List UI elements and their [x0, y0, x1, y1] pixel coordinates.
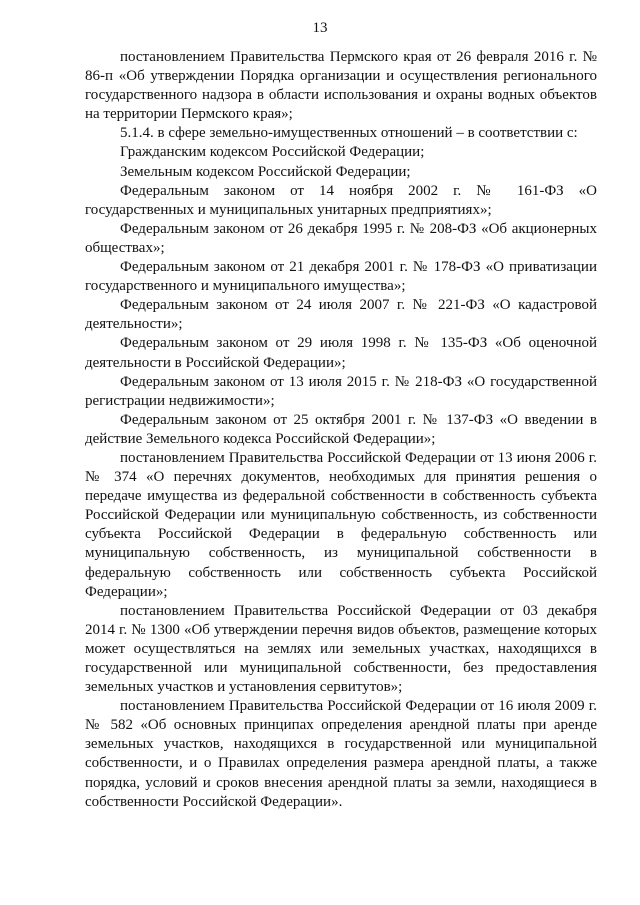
paragraph-law-221-fz: Федеральным законом от 24 июля 2007 г. № 221-ФЗ «О кадастровой деятельности»;	[85, 297, 597, 333]
paragraph-law-218-fz: Федеральным законом от 13 июля 2015 г. № 218-ФЗ «О государственной регистрации недвижимости»;	[85, 373, 597, 409]
page-number: 13	[312, 20, 328, 36]
paragraph-civil-code: Гражданским кодексом Российской Федерации;	[120, 144, 425, 161]
paragraph-resolution-374: постановлением Правительства Российской Федерации от 13 июня 2006 г. № 374 «О перечнях документов, необходимых для принятия решения о передаче имущества из федеральной собственности в собственность субъекта Российской Федерации или муниципальную собственность, из собственности субъекта Российской Федерации в федеральную собственность или муниципальную собственность, из муниципальной собственности в федеральную собственность или собственность субъекта Российской Федерации»;	[85, 449, 597, 600]
paragraph-land-property-section: 5.1.4. в сфере земельно-имущественных отношений – в соответствии с:	[120, 125, 578, 142]
paragraph-resolution-1300: постановлением Правительства Российской Федерации от 03 декабря 2014 г. № 1300 «Об утверждении перечня видов объектов, размещение которых может осуществляться на землях или земельных участках, находящихся в государственной или муниципальной собственности, без предоставления земельных участков и установления сервитутов»;	[85, 602, 597, 696]
paragraph-law-178-fz: Федеральным законом от 21 декабря 2001 г. № 178-ФЗ «О приватизации государственного и муниципального имущества»;	[85, 259, 597, 295]
document-body	[85, 48, 597, 812]
paragraph-perm-water-resolution: постановлением Правительства Пермского края от 26 февраля 2016 г. № 86-п «Об утверждении Порядка организации и осуществления регионального государственного надзора в области использования и охраны водных объектов на территории Пермского края»;	[85, 49, 597, 123]
paragraph-law-208-fz: Федеральным законом от 26 декабря 1995 г. № 208-ФЗ «Об акционерных обществах»;	[85, 220, 597, 256]
paragraph-land-code: Земельным кодексом Российской Федерации;	[120, 163, 411, 180]
paragraph-law-137-fz: Федеральным законом от 25 октября 2001 г. № 137-ФЗ «О введении в действие Земельного кодекса Российской Федерации»;	[85, 411, 597, 447]
paragraph-law-161-fz: Федеральным законом от 14 ноября 2002 г. № 161-ФЗ «О государственных и муниципальных унитарных предприятиях»;	[85, 182, 597, 218]
paragraph-law-135-fz: Федеральным законом от 29 июля 1998 г. № 135-ФЗ «Об оценочной деятельности в Российской Федерации»;	[85, 335, 597, 371]
paragraph-resolution-582: постановлением Правительства Российской Федерации от 16 июля 2009 г. № 582 «Об основных принципах определения арендной платы при аренде земельных участков, находящихся в государственной или муниципальной собственности, и о Правилах определения размера арендной платы, а также порядка, условий и сроков внесения арендной платы за земли, находящиеся в собственности Российской Федерации».	[85, 698, 597, 810]
